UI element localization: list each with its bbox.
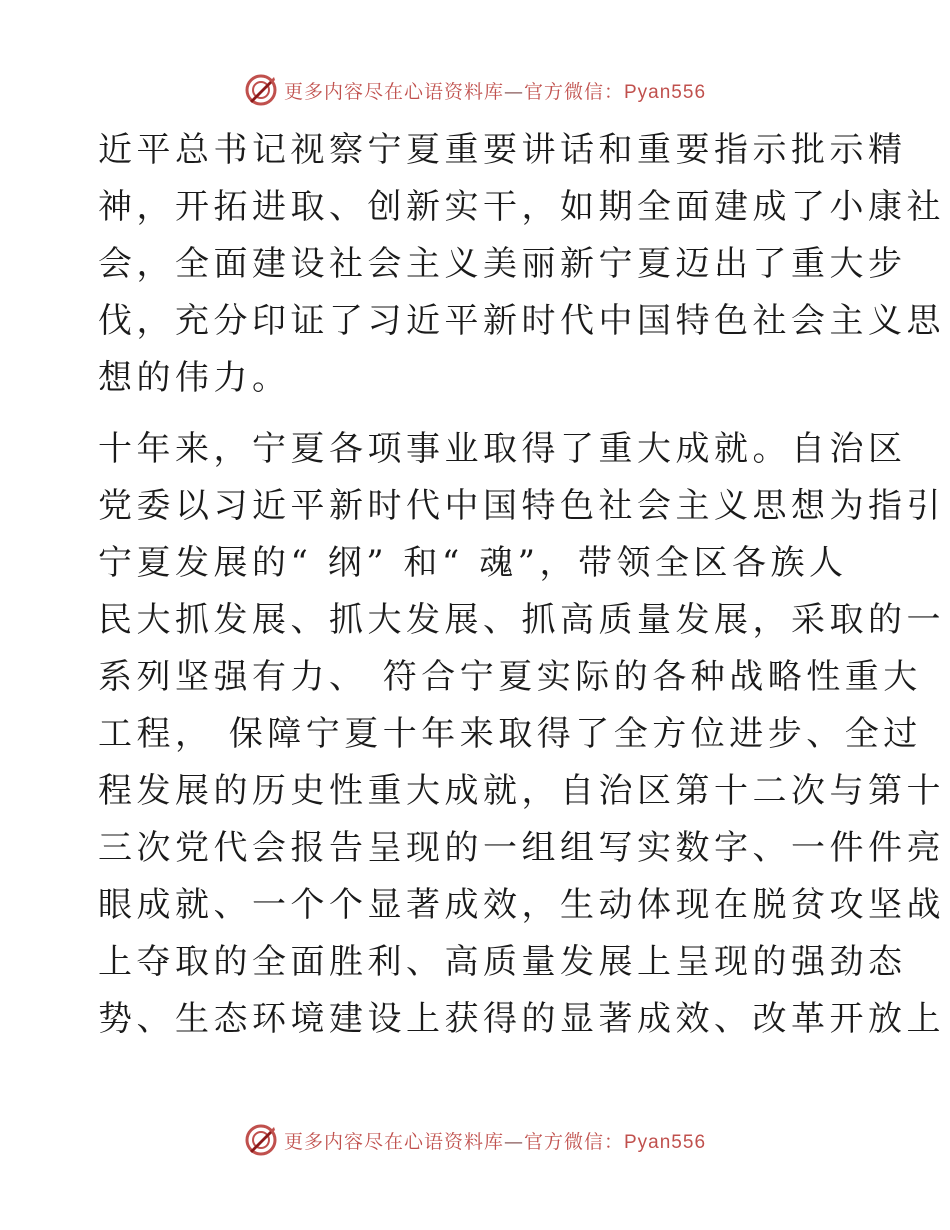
text-line: 近平总书记视察宁夏重要讲话和重要指示批示精	[98, 130, 907, 170]
header-brand: 更多内容尽在心语资料库	[283, 80, 504, 103]
text-line: 工程， 保障宁夏十年来取得了全方位进步、全过	[98, 714, 922, 754]
document-body	[98, 122, 945, 1048]
text-line: 系列坚强有力、 符合宁夏实际的各种战略性重大	[98, 657, 922, 697]
header-banner	[0, 70, 950, 110]
header-banner-inner	[244, 73, 706, 107]
text-line: 十年来，宁夏各项事业取得了重大成就。自治区	[98, 429, 907, 469]
text-line: 想的伟力。	[98, 358, 291, 398]
text-line: 程发展的历史性重大成就，自治区第十二次与第十	[98, 771, 945, 811]
footer-banner-text	[284, 1127, 706, 1154]
text-line: 党委以习近平新时代中国特色社会主义思想为指引	[98, 486, 945, 526]
text-line: 上夺取的全面胜利、高质量发展上呈现的强劲态	[98, 942, 907, 982]
brand-logo-icon	[244, 73, 278, 107]
footer-banner-inner	[244, 1123, 706, 1157]
text-line: 势、生态环境建设上获得的显著成效、改革开放上	[98, 999, 945, 1039]
brand-logo-icon	[244, 1123, 278, 1157]
footer-separator: —	[503, 1130, 524, 1153]
text-line: 伐，充分印证了习近平新时代中国特色社会主义思	[98, 301, 945, 341]
text-line: 会，全面建设社会主义美丽新宁夏迈出了重大步	[98, 244, 907, 284]
footer-wechat-label: 官方微信：	[523, 1130, 624, 1153]
text-line: 神，开拓进取、创新实干，如期全面建成了小康社	[98, 187, 945, 227]
footer-banner	[0, 1120, 950, 1160]
text-line: 民大抓发展、抓大发展、抓高质量发展，采取的一	[98, 600, 945, 640]
header-separator: —	[503, 80, 524, 103]
footer-brand: 更多内容尽在心语资料库	[283, 1130, 504, 1153]
paragraph-1	[98, 122, 945, 407]
text-line: 三次党代会报告呈现的一组组写实数字、一件件亮	[98, 828, 945, 868]
header-wechat-id: Pyan556	[624, 81, 707, 103]
paragraph-2	[98, 421, 945, 1048]
header-banner-text	[284, 77, 706, 104]
footer-wechat-id: Pyan556	[624, 1131, 707, 1153]
text-line: 眼成就、一个个显著成效，生动体现在脱贫攻坚战	[98, 885, 945, 925]
header-wechat-label: 官方微信：	[523, 80, 624, 103]
text-line: 宁夏发展的“ 纲” 和“ 魂”，带领全区各族人	[98, 543, 848, 583]
